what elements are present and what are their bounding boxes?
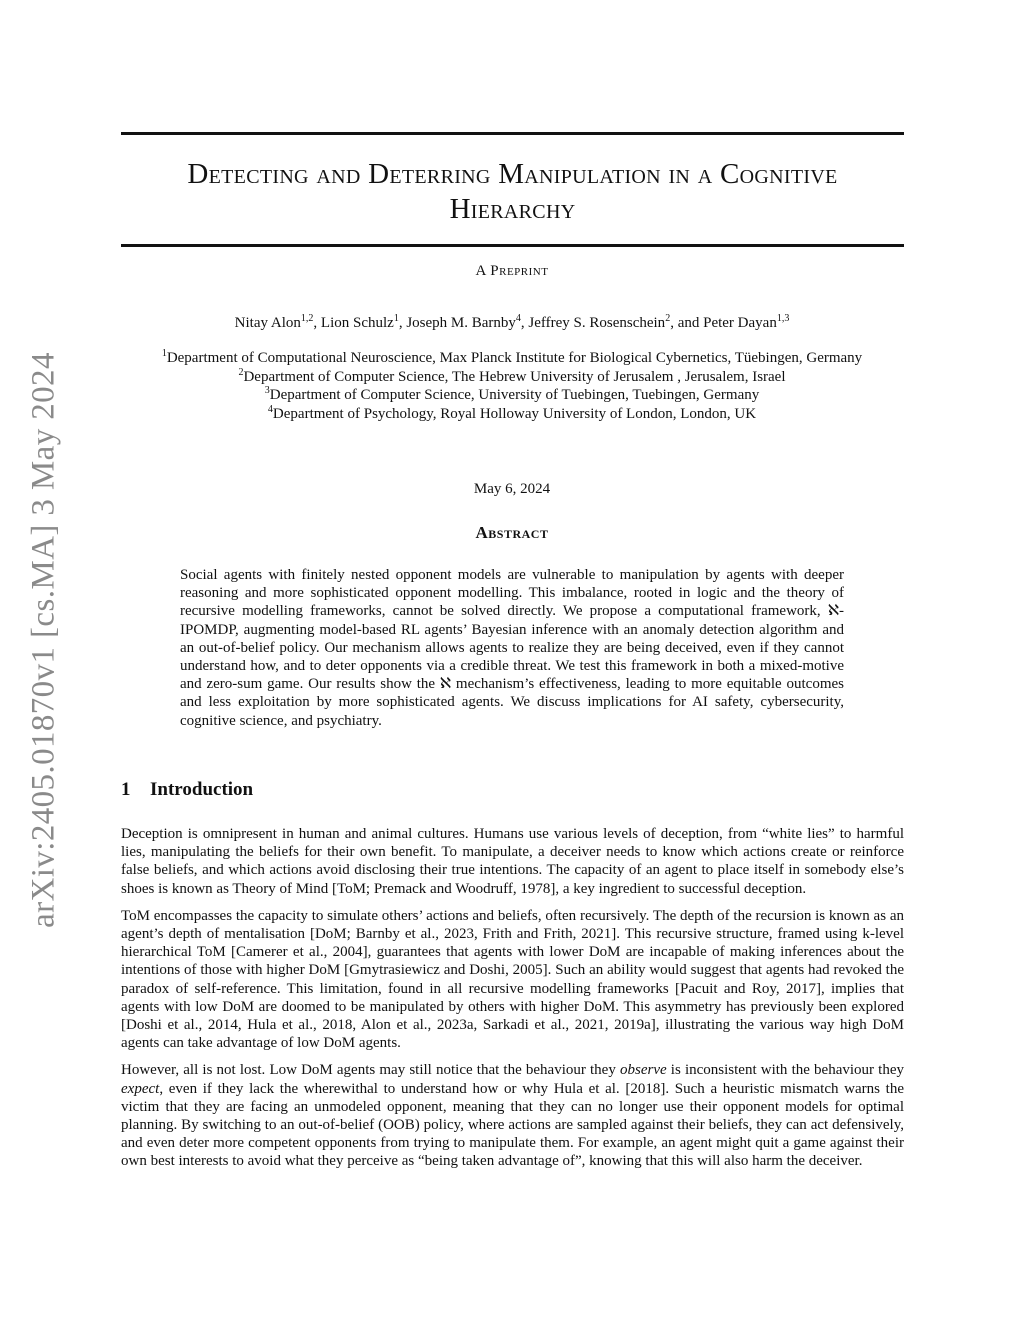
title-line-1: Detecting and Deterring Manipulation in a Cognitive [187,158,838,190]
affiliation: $^1$Department of Computational Neuroscience, Max Planck Institute for Biological Cybernetics, Tüebingen, Germany [161,348,863,366]
arxiv-identifier-stamp: arXiv:2405.01870v1 [cs.MA] 3 May 2024 [25,352,62,928]
affiliation: $^4$Department of Psychology, Royal Holloway University of London, London, UK [267,403,757,422]
paper-title [121,157,904,227]
paper-date: May 6, 2024 [473,481,551,497]
paragraph: ToM encompasses the capacity to simulate others’ actions and beliefs, often recursively. The depth of the recursion is known as an agent’s depth of mentalisation [DoM; Barnby et al., 2023, Frith and Frith, 2021]. This recursive structure, framed using k-level hierarchical ToM [Camerer et al., 2004], guarantees that agents with lower DoM are incapable of making inferences about the intentions of those with higher DoM [Gmytrasiewicz and Doshi, 2005]. Such an ability would suggest that agents had revoked the paradox of self-reference. This limitation, found in all recursive modelling frameworks [Pacuit and Roy, 2017], implies that agents with low DoM are doomed to be manipulated by others with higher DoM. This asymmetry has previously been explored [Doshi et al., 2014, Hula et al., 2018, Alon et al., 2023a, Sarkadi et al., 2021, 2019a], illustrating the various way high DoM agents can take advantage of low DoM agents. [121,907,904,1052]
abstract-body: Social agents with finitely nested opponent models are vulnerable to manipulation by agents with deeper reasoning and more sophisticated opponent modelling. This imbalance, rooted in logic and the theory of recursive modelling frameworks, cannot be solved directly. We propose a computational framework, ℵ-IPOMDP, augmenting model-based RL agents’ Bayesian inference with an anomaly detection algorithm and an out-of-belief policy. Our mechanism allows agents to realize they are being deceived, even if they cannot understand how, and to deter opponents via a credible threat. We test this framework in both a mixed-motive and zero-sum game. Our results show the ℵ mechanism’s effectiveness, leading to more equitable outcomes and less exploitation by more sophisticated agents. We discuss implications for AI safety, cybersecurity, cognitive science, and psychiatry. [180,567,844,729]
author-list [0,315,1024,332]
affiliation: $^2$Department of Computer Science, The Hebrew University of Jerusalem , Jerusalem, Israel [238,366,786,385]
title-top-rule [121,132,904,135]
paragraph: However, all is not lost. Low DoM agents may still notice that the behaviour they observe is inconsistent with the behaviour they expect, even if they lack the wherewithal to understand how or why Hula et al. [2018]. Such a heuristic mismatch warns the victim that they are facing an unmodeled opponent, meaning that they can no longer use their opponent models for optimal planning. By switching to an out-of-belief (OOB) policy, where actions are sampled against their beliefs, they can act defensively, and even deter more competent opponents from trying to manipulate them. For example, an agent might quit a game against their own best interests to avoid what they perceive as “being taken advantage of”, knowing that this will also harm the deceiver. [121,1062,904,1170]
affiliation-list [0,349,1024,423]
author: Lion Schulz$^1$, [320,313,407,331]
author: Joseph M. Barnby$^4$, [406,313,529,331]
preprint-label: A Preprint [475,263,549,279]
title-line-2: Hierarchy [449,193,576,225]
paragraph: Deception is omnipresent in human and animal cultures. Humans use various levels of deception, from “white lies” to harmful lies, manipulating the beliefs for their own benefit. To manipulate, a deceiver needs to know which actions create or reinforce false beliefs, and which actions avoid disclosing their true intentions. The capacity of an agent to place itself in somebody else’s shoes is known as Theory of Mind [ToM; Premack and Woodruff, 1978], a key ingredient to successful deception. [121,826,904,897]
section-number: 1 [121,779,131,800]
abstract-heading: Abstract [475,523,549,542]
introduction-body [121,825,904,1180]
affiliation: $^3$Department of Computer Science, University of Tuebingen, Tuebingen, Germany [264,385,760,403]
author: Nitay Alon$^{1,2}$, [234,313,321,331]
section-title: Introduction [150,779,254,800]
author: Peter Dayan$^{1,3}$ [703,313,790,331]
title-bottom-rule [121,244,904,247]
author: Jeffrey S. Rosenschein$^2$, and [528,313,704,331]
section-heading-introduction [121,779,253,801]
